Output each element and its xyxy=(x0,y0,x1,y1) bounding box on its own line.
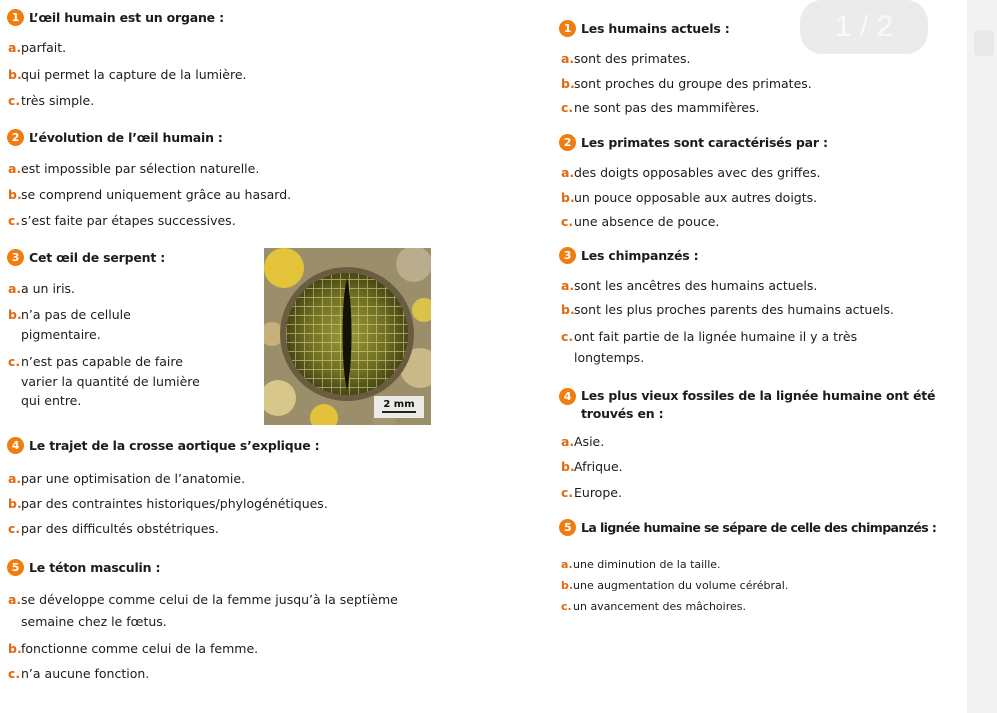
option: a. a un iris. xyxy=(8,281,76,296)
option: b. un pouce opposable aux autres doigts. xyxy=(561,190,818,205)
option: c. s’est faite par étapes successives. xyxy=(8,213,236,228)
question-title: Les plus vieux fossiles de la lignée humaine ont été trouvés en : xyxy=(581,388,936,421)
question-title: L’évolution de l’œil humain : xyxy=(29,130,223,145)
page-indicator-badge[interactable]: 1 / 2 xyxy=(800,0,928,54)
question-title: Les humains actuels : xyxy=(581,21,730,36)
option: c. n’a aucune fonction. xyxy=(8,666,150,681)
option: a. Asie. xyxy=(561,434,605,449)
left-question-2 xyxy=(7,129,223,146)
question-title: Le trajet de la crosse aortique s’explique : xyxy=(29,438,320,453)
number-badge-icon: 3 xyxy=(7,249,24,266)
option: c. très simple. xyxy=(8,93,95,108)
number-badge-icon: 3 xyxy=(559,247,576,264)
left-question-3 xyxy=(7,249,165,266)
question-title: Le téton masculin : xyxy=(29,560,161,575)
option: c. un avancement des mâchoires. xyxy=(561,600,746,613)
option: a. se développe comme celui de la femme jusqu’à la septième semaine chez le fœtus. xyxy=(8,592,398,629)
option: b. fonctionne comme celui de la femme. xyxy=(8,641,259,656)
option: b. une augmentation du volume cérébral. xyxy=(561,579,789,592)
right-question-5 xyxy=(559,519,936,536)
question-title: Les chimpanzés : xyxy=(581,248,699,263)
option: b. par des contraintes historiques/phylogénétiques. xyxy=(8,496,328,511)
option: a. une diminution de la taille. xyxy=(561,558,721,571)
option: b. Afrique. xyxy=(561,459,623,474)
left-question-4 xyxy=(7,437,319,454)
number-badge-icon: 1 xyxy=(7,9,24,26)
option: a. des doigts opposables avec des griffes. xyxy=(561,165,821,180)
option: a. est impossible par sélection naturelle. xyxy=(8,161,260,176)
number-badge-icon: 4 xyxy=(559,388,576,405)
option: b. se comprend uniquement grâce au hasard. xyxy=(8,187,292,202)
option: c. une absence de pouce. xyxy=(561,214,720,229)
left-question-5 xyxy=(7,559,160,576)
option: a. sont les ancêtres des humains actuels. xyxy=(561,278,818,293)
option: b. qui permet la capture de la lumière. xyxy=(8,67,247,82)
right-question-1 xyxy=(559,20,730,37)
option: c. n’est pas capable de faire varier la quantité de lumière qui entre. xyxy=(8,354,200,408)
option: b. sont les plus proches parents des humains actuels. xyxy=(561,302,894,317)
option: c. par des difficultés obstétriques. xyxy=(8,521,219,536)
number-badge-icon: 2 xyxy=(7,129,24,146)
option: a. par une optimisation de l’anatomie. xyxy=(8,471,246,486)
scale-bar-label: 2 mm xyxy=(383,399,415,410)
left-question-1 xyxy=(7,9,224,26)
option: a. parfait. xyxy=(8,40,67,55)
snake-eye-photo xyxy=(264,248,431,425)
number-badge-icon: 4 xyxy=(7,437,24,454)
right-question-4 xyxy=(559,387,964,423)
number-badge-icon: 2 xyxy=(559,134,576,151)
question-title: L’œil humain est un organe : xyxy=(29,10,224,25)
option: b. sont proches du groupe des primates. xyxy=(561,76,812,91)
option: b. n’a pas de cellule pigmentaire. xyxy=(8,307,131,342)
option: a. sont des primates. xyxy=(561,51,691,66)
question-title: Cet œil de serpent : xyxy=(29,250,166,265)
right-question-3 xyxy=(559,247,698,264)
option: c. ont fait partie de la lignée humaine il y a très longtemps. xyxy=(561,329,858,365)
option: c. Europe. xyxy=(561,485,622,500)
option: c. ne sont pas des mammifères. xyxy=(561,100,760,115)
number-badge-icon: 1 xyxy=(559,20,576,37)
number-badge-icon: 5 xyxy=(7,559,24,576)
question-title: Les primates sont caractérisés par : xyxy=(581,135,828,150)
right-question-2 xyxy=(559,134,828,151)
side-panel-tab[interactable] xyxy=(974,30,994,56)
number-badge-icon: 5 xyxy=(559,519,576,536)
question-title: La lignée humaine se sépare de celle des chimpanzés : xyxy=(581,520,937,535)
